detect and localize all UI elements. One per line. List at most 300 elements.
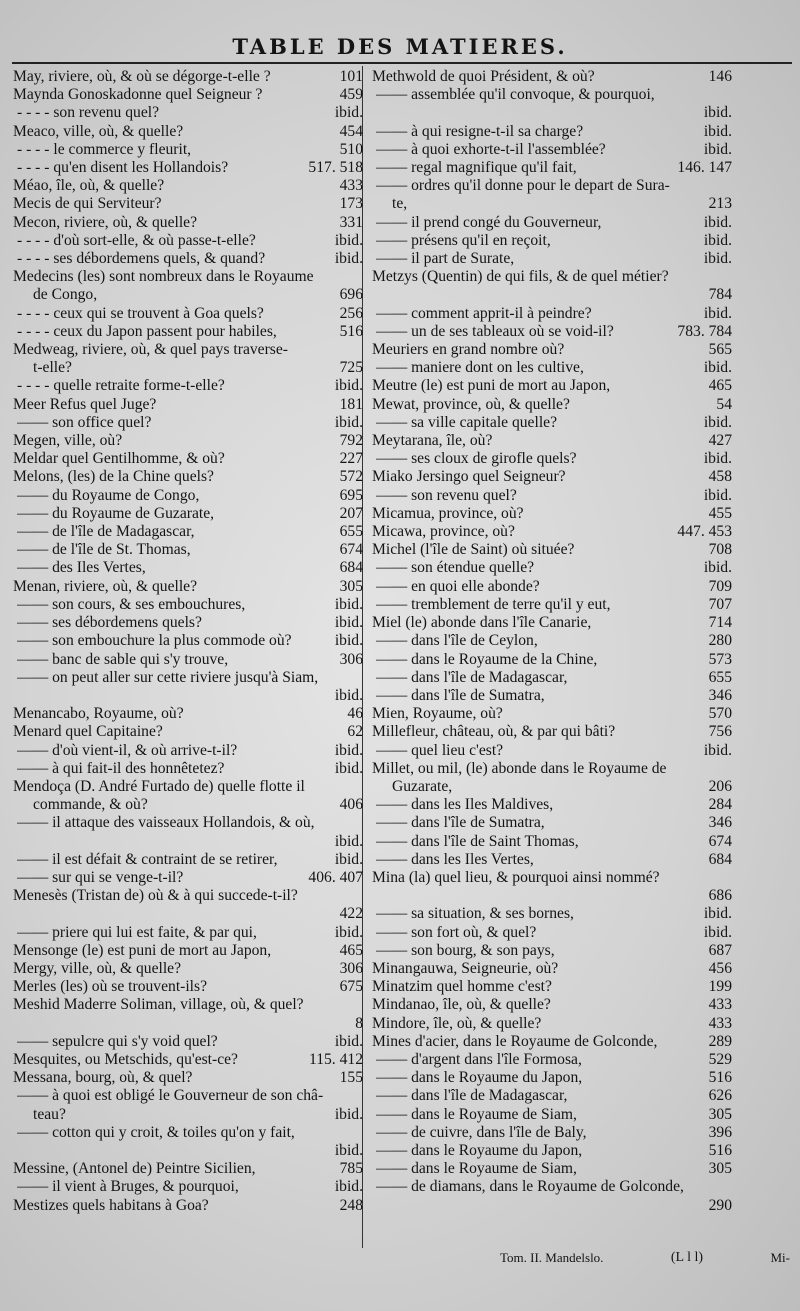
entry-page: ibid. (703, 450, 732, 468)
entry-page: 306 (339, 959, 363, 977)
entry-text: Meytarana, île, où? (372, 432, 493, 450)
index-entry (372, 141, 732, 159)
entry-text: —— à qui fait-il des honnêtetez? (17, 759, 225, 777)
index-entry (13, 541, 363, 559)
index-entry (372, 1160, 732, 1178)
entry-page: 173 (339, 195, 363, 213)
entry-text: Melons, (les) de la Chine quels? (13, 468, 214, 486)
entry-text: t-elle? (33, 359, 72, 377)
entry-page: ibid. (703, 140, 732, 158)
index-entry (13, 232, 363, 250)
entry-text: Mien, Royaume, où? (372, 705, 503, 723)
entry-page: 46 (347, 705, 363, 723)
index-entry (13, 1033, 363, 1051)
index-entry (372, 614, 732, 632)
entry-page: 708 (708, 541, 732, 559)
index-entry (13, 341, 363, 359)
entry-page: ibid. (703, 923, 732, 941)
entry-page: 454 (339, 122, 363, 140)
entry-page: 572 (339, 468, 363, 486)
entry-text: de Congo, (33, 286, 98, 304)
entry-page: 675 (339, 978, 363, 996)
index-entry (13, 141, 363, 159)
entry-text: commande, & où? (33, 796, 148, 814)
entry-text: Minatzim quel homme c'est? (372, 978, 552, 996)
index-entry (13, 1178, 363, 1196)
entry-page: ibid. (334, 1105, 363, 1123)
entry-text: —— sur qui se venge-t-il? (17, 868, 184, 886)
index-entry (13, 414, 363, 432)
entry-page: 331 (339, 213, 363, 231)
entry-page: ibid. (703, 213, 732, 231)
entry-page: 655 (708, 668, 732, 686)
entry-text: —— comment apprit-il à peindre? (376, 304, 592, 322)
entry-text: Mecis de qui Serviteur? (13, 195, 162, 213)
entry-page: 517. 518 (308, 159, 363, 177)
index-entry (372, 86, 732, 104)
entry-text: Micawa, province, où? (372, 523, 515, 541)
index-entry (13, 323, 363, 341)
entry-text: —— il prend congé du Gouverneur, (376, 213, 602, 231)
entry-page: 696 (339, 286, 363, 304)
index-entry (13, 487, 363, 505)
entry-page: 714 (708, 614, 732, 632)
entry-text: Micamua, province, où? (372, 504, 524, 522)
index-entry (372, 851, 732, 869)
entry-page (357, 341, 363, 359)
entry-page (357, 887, 363, 905)
index-entry (13, 1160, 363, 1178)
entry-text: Mesquites, ou Metschids, qu'est-ce? (13, 1050, 238, 1068)
entry-text: —— à quoi est obligé le Gouverneur de son châ- (17, 1087, 324, 1105)
entry-page: 8 (355, 1014, 363, 1032)
entry-page: 725 (339, 359, 363, 377)
index-entry (372, 195, 732, 213)
index-entry (372, 596, 732, 614)
index-entry (372, 669, 732, 687)
index-entry (372, 632, 732, 650)
index-entry (13, 705, 363, 723)
entry-page: 465 (708, 377, 732, 395)
entry-text: —— sa ville capitale quelle? (376, 413, 557, 431)
entry-page: ibid. (334, 741, 363, 759)
entry-page (726, 1178, 732, 1196)
entry-page: 427 (708, 432, 732, 450)
entry-text: Guzarate, (392, 777, 453, 795)
index-entry (13, 1197, 363, 1215)
index-entry (13, 268, 363, 286)
entry-text: Meldar quel Gentilhomme, & où? (13, 450, 225, 468)
entry-page: 516 (708, 1069, 732, 1087)
index-entry (13, 432, 363, 450)
entry-text: Meutre (le) est puni de mort au Japon, (372, 377, 611, 395)
index-entry (13, 123, 363, 141)
index-entry (372, 487, 732, 505)
index-entry (13, 651, 363, 669)
entry-text: —— maniere dont on les cultive, (376, 359, 584, 377)
entry-text: Messana, bourg, où, & quel? (13, 1069, 193, 1087)
entry-text: Messine, (Antonel de) Peintre Sicilien, (13, 1160, 256, 1178)
entry-text: - - - - ceux du Japon passent pour habiles, (17, 322, 277, 340)
index-entry (372, 833, 732, 851)
index-entry (372, 214, 732, 232)
entry-page (357, 814, 363, 832)
entry-text: - - - - ses débordemens quels, & quand? (17, 250, 266, 268)
entry-page: 433 (339, 177, 363, 195)
entry-text: - - - - ceux qui se trouvent à Goa quels? (17, 304, 264, 322)
entry-text: - - - - qu'en disent les Hollandois? (17, 159, 229, 177)
entry-page: ibid. (334, 377, 363, 395)
index-entry (372, 1178, 732, 1196)
index-entry (13, 905, 363, 923)
index-entry (13, 159, 363, 177)
entry-page: ibid. (703, 359, 732, 377)
entry-text: —— son embouchure la plus commode où? (17, 632, 292, 650)
index-entry (13, 723, 363, 741)
entry-page: 465 (339, 941, 363, 959)
index-entry (372, 869, 732, 887)
entry-text: —— dans l'île de Sumatra, (376, 686, 545, 704)
entry-text: —— il attaque des vaisseaux Hollandois, & où, (17, 814, 315, 832)
index-entry (372, 159, 732, 177)
entry-text: —— dans l'île de Madagascar, (376, 668, 568, 686)
entry-text: Merles (les) où se trouvent-ils? (13, 978, 208, 996)
entry-text: —— dans les Iles Vertes, (376, 850, 534, 868)
entry-text: Mina (la) quel lieu, & pourquoi ainsi nommé? (372, 868, 660, 886)
entry-text: —— ses débordemens quels? (17, 614, 202, 632)
index-entry (13, 177, 363, 195)
entry-text: May, riviere, où, & où se dégorge-t-elle ? (13, 68, 271, 85)
index-entry (13, 559, 363, 577)
index-entry (372, 1087, 732, 1105)
index-entry (13, 377, 363, 395)
index-entry (13, 760, 363, 778)
entry-text: —— son bourg, & son pays, (376, 941, 555, 959)
entry-page: 248 (339, 1196, 363, 1214)
entry-page: 529 (708, 1050, 732, 1068)
entry-text: - - - - quelle retraite forme-t-elle? (17, 377, 225, 395)
entry-page: 213 (708, 195, 732, 213)
entry-page: 54 (716, 395, 732, 413)
entry-page: 784 (708, 286, 732, 304)
entry-page: 684 (708, 850, 732, 868)
index-entry (372, 1015, 732, 1033)
index-entry (13, 978, 363, 996)
index-entry (372, 1051, 732, 1069)
entry-text: Medecins (les) sont nombreux dans le Royaume (13, 268, 314, 286)
index-entry (372, 960, 732, 978)
index-entry (13, 596, 363, 614)
entry-page: 458 (708, 468, 732, 486)
entry-text: —— des Iles Vertes, (17, 559, 146, 577)
index-entry (372, 905, 732, 923)
index-entry (372, 1197, 732, 1215)
entry-page: ibid. (703, 122, 732, 140)
index-entry (13, 942, 363, 960)
entry-text: Millet, ou mil, (le) abonde dans le Royaume de (372, 759, 667, 777)
entry-page: 447. 453 (677, 523, 732, 541)
entry-page: ibid. (703, 304, 732, 322)
index-entry (13, 1069, 363, 1087)
index-entry (372, 742, 732, 760)
entry-text: Méao, île, où, & quelle? (13, 177, 165, 195)
entry-text: —— dans les Iles Maldives, (376, 796, 554, 814)
entry-text: te, (392, 195, 408, 213)
entry-text: —— à quoi exhorte-t-il l'assemblée? (376, 140, 606, 158)
entry-page: 305 (708, 1105, 732, 1123)
entry-page: 284 (708, 796, 732, 814)
entry-text: —— dans le Royaume du Japon, (376, 1069, 583, 1087)
entry-text: —— de l'île de Madagascar, (17, 523, 195, 541)
entry-text: Menesès (Tristan de) où & à qui succede-t-il? (13, 887, 298, 905)
index-entry (372, 723, 732, 741)
index-entry (372, 651, 732, 669)
entry-text: Miako Jersingo quel Seigneur? (372, 468, 566, 486)
index-entry (372, 578, 732, 596)
entry-page (357, 1087, 363, 1105)
index-entry (13, 578, 363, 596)
index-entry (13, 996, 363, 1014)
entry-text: —— priere qui lui est faite, & par qui, (17, 923, 257, 941)
entry-text: Menard quel Capitaine? (13, 723, 163, 741)
entry-text: —— son office quel? (17, 413, 152, 431)
entry-text: Michel (l'île de Saint) où située? (372, 541, 575, 559)
index-entry (372, 268, 732, 286)
index-entry (372, 468, 732, 486)
entry-page: ibid. (703, 231, 732, 249)
entry-page: ibid. (334, 832, 363, 850)
entry-page (726, 177, 732, 195)
entry-text: Mergy, ville, où, & quelle? (13, 959, 182, 977)
entry-page: 115. 412 (309, 1050, 363, 1068)
entry-page: 289 (708, 1032, 732, 1050)
entry-text: —— d'où vient-il, & où arrive-t-il? (17, 741, 238, 759)
index-entry (372, 377, 732, 395)
entry-page: ibid. (334, 250, 363, 268)
entry-text: Meshid Maderre Soliman, village, où, & quel? (13, 996, 304, 1014)
entry-page (726, 86, 732, 104)
entry-text: - - - - d'où sort-elle, & où passe-t-elle? (17, 231, 256, 249)
index-entry (372, 996, 732, 1014)
entry-page: 256 (339, 304, 363, 322)
entry-page: 101 (339, 68, 363, 85)
entry-page: 146 (708, 68, 732, 85)
entry-text: —— à qui resigne-t-il sa charge? (376, 122, 584, 140)
entry-text: —— dans l'île de Ceylon, (376, 632, 538, 650)
entry-text: Mewat, province, où, & quelle? (372, 395, 570, 413)
entry-page: ibid. (334, 686, 363, 704)
entry-text: —— il vient à Bruges, & pourquoi, (17, 1178, 239, 1196)
entry-text: —— regal magnifique qu'il fait, (376, 159, 577, 177)
entry-page: ibid. (334, 632, 363, 650)
entry-text: —— son revenu quel? (376, 486, 517, 504)
index-entry (13, 396, 363, 414)
index-entry (13, 305, 363, 323)
index-entry (13, 359, 363, 377)
entry-page: 455 (708, 504, 732, 522)
index-entry (13, 68, 363, 86)
index-entry (372, 687, 732, 705)
index-entry (372, 814, 732, 832)
entry-page: 510 (339, 140, 363, 158)
index-entry (13, 632, 363, 650)
index-entry (13, 669, 363, 687)
entry-text: —— son étendue quelle? (376, 559, 535, 577)
entry-text: —— ses cloux de girofle quels? (376, 450, 577, 468)
entry-text: Menan, riviere, où, & quelle? (13, 577, 198, 595)
right-column (372, 68, 732, 1215)
entry-text: Mendoça (D. André Furtado de) quelle flotte il (13, 777, 305, 795)
entry-page: ibid. (334, 850, 363, 868)
entry-page: 199 (708, 978, 732, 996)
footer-tome: Tom. II. Mandelslo. (500, 1250, 604, 1265)
entry-page: 756 (708, 723, 732, 741)
entry-page: 280 (708, 632, 732, 650)
entry-text: —— ordres qu'il donne pour le depart de Sura- (376, 177, 670, 195)
page-footer (500, 1250, 790, 1266)
entry-page: 783. 784 (677, 322, 732, 340)
index-entry (13, 1124, 363, 1142)
entry-text: - - - - son revenu quel? (17, 104, 160, 122)
entry-page: 306 (339, 650, 363, 668)
index-entry (13, 814, 363, 832)
footer-signature: (L l l) (670, 1250, 704, 1265)
index-entry (13, 851, 363, 869)
entry-text: Mestizes quels habitans à Goa? (13, 1196, 209, 1214)
entry-text: —— quel lieu c'est? (376, 741, 504, 759)
entry-text: —— on peut aller sur cette riviere jusqu'à Siam, (17, 668, 319, 686)
entry-text: —— de l'île de St. Thomas, (17, 541, 191, 559)
entry-page: 62 (347, 723, 363, 741)
entry-text: —— dans le Royaume de Siam, (376, 1160, 577, 1178)
index-entry (372, 68, 732, 86)
index-entry (13, 505, 363, 523)
entry-text: Mindanao, île, où, & quelle? (372, 996, 551, 1014)
entry-text: —— en quoi elle abonde? (376, 577, 540, 595)
index-entry (13, 960, 363, 978)
index-entry (13, 195, 363, 213)
entry-page (357, 268, 363, 286)
index-entry (372, 123, 732, 141)
index-entry (372, 1142, 732, 1160)
index-entry (13, 778, 363, 796)
entry-page: 687 (708, 941, 732, 959)
index-entry (372, 323, 732, 341)
entry-text: —— de diamans, dans le Royaume de Golconde, (376, 1178, 684, 1196)
entry-text: Meuriers en grand nombre où? (372, 341, 565, 359)
entry-page: 695 (339, 486, 363, 504)
index-entry (372, 396, 732, 414)
index-entry (372, 177, 732, 195)
entry-text: —— assemblée qu'il convoque, & pourquoi, (376, 86, 655, 104)
entry-page: 516 (339, 322, 363, 340)
index-entry (13, 1087, 363, 1105)
entry-text: —— banc de sable qui s'y trouve, (17, 650, 229, 668)
entry-text: —— sepulcre qui s'y void quel? (17, 1032, 218, 1050)
entry-text: —— un de ses tableaux où se void-il? (376, 322, 614, 340)
entry-text: Millefleur, château, où, & par qui bâti? (372, 723, 616, 741)
entry-page: ibid. (334, 759, 363, 777)
index-entry (372, 414, 732, 432)
entry-page: 146. 147 (677, 159, 732, 177)
index-entry (13, 1142, 363, 1160)
entry-text: —— son fort où, & quel? (376, 923, 537, 941)
entry-page: 626 (708, 1087, 732, 1105)
entry-text: Meaco, ville, où, & quelle? (13, 122, 184, 140)
entry-text: Meer Refus quel Juge? (13, 395, 157, 413)
index-entry (13, 286, 363, 304)
index-entry (372, 359, 732, 377)
entry-text: Metzys (Quentin) de qui fils, & de quel métier? (372, 268, 669, 286)
index-entry (13, 924, 363, 942)
index-entry (13, 214, 363, 232)
entry-page (357, 669, 363, 687)
entry-page: 674 (339, 541, 363, 559)
entry-text: Methwold de quoi Président, & où? (372, 68, 595, 85)
index-entry (372, 523, 732, 541)
index-entry (372, 778, 732, 796)
index-entry (13, 869, 363, 887)
index-entry (372, 1124, 732, 1142)
entry-text: —— dans le Royaume de Siam, (376, 1105, 577, 1123)
entry-text: Megen, ville, où? (13, 432, 123, 450)
index-entry (13, 1051, 363, 1069)
entry-text: Menancabo, Royaume, où? (13, 705, 184, 723)
index-entry (13, 614, 363, 632)
footer-catchword: Mi- (770, 1250, 790, 1265)
index-entry (372, 942, 732, 960)
entry-text: Mindore, île, où, & quelle? (372, 1014, 542, 1032)
entry-page (726, 760, 732, 778)
entry-text: —— son cours, & ses embouchures, (17, 595, 246, 613)
entry-page: 181 (339, 395, 363, 413)
entry-page: 565 (708, 341, 732, 359)
title-rule (12, 62, 792, 64)
index-entry (372, 760, 732, 778)
entry-page: 396 (708, 1123, 732, 1141)
left-column (13, 68, 363, 1215)
entry-page: ibid. (334, 1178, 363, 1196)
index-entry (13, 687, 363, 705)
entry-page: 305 (339, 577, 363, 595)
index-entry (372, 341, 732, 359)
entry-text: —— dans l'île de Madagascar, (376, 1087, 568, 1105)
entry-page: ibid. (334, 1032, 363, 1050)
index-entry (13, 104, 363, 122)
index-entry (372, 1033, 732, 1051)
entry-page: 686 (708, 887, 732, 905)
index-entry (372, 432, 732, 450)
entry-page: ibid. (334, 923, 363, 941)
entry-page: 206 (708, 777, 732, 795)
entry-page: 422 (339, 905, 363, 923)
entry-text: —— de cuivre, dans l'île de Baly, (376, 1123, 587, 1141)
entry-page: ibid. (703, 413, 732, 431)
index-entry (13, 468, 363, 486)
entry-text: —— présens qu'il en reçoit, (376, 231, 551, 249)
index-entry (13, 523, 363, 541)
entry-text: —— il est défait & contraint de se retirer, (17, 850, 278, 868)
entry-page: 707 (708, 595, 732, 613)
entry-page (357, 1124, 363, 1142)
index-entry (372, 978, 732, 996)
entry-page: 516 (708, 1141, 732, 1159)
entry-page: ibid. (334, 104, 363, 122)
entry-text: —— du Royaume de Guzarate, (17, 504, 215, 522)
index-entry (372, 924, 732, 942)
entry-text: —— dans l'île de Sumatra, (376, 814, 545, 832)
entry-page: 573 (708, 650, 732, 668)
